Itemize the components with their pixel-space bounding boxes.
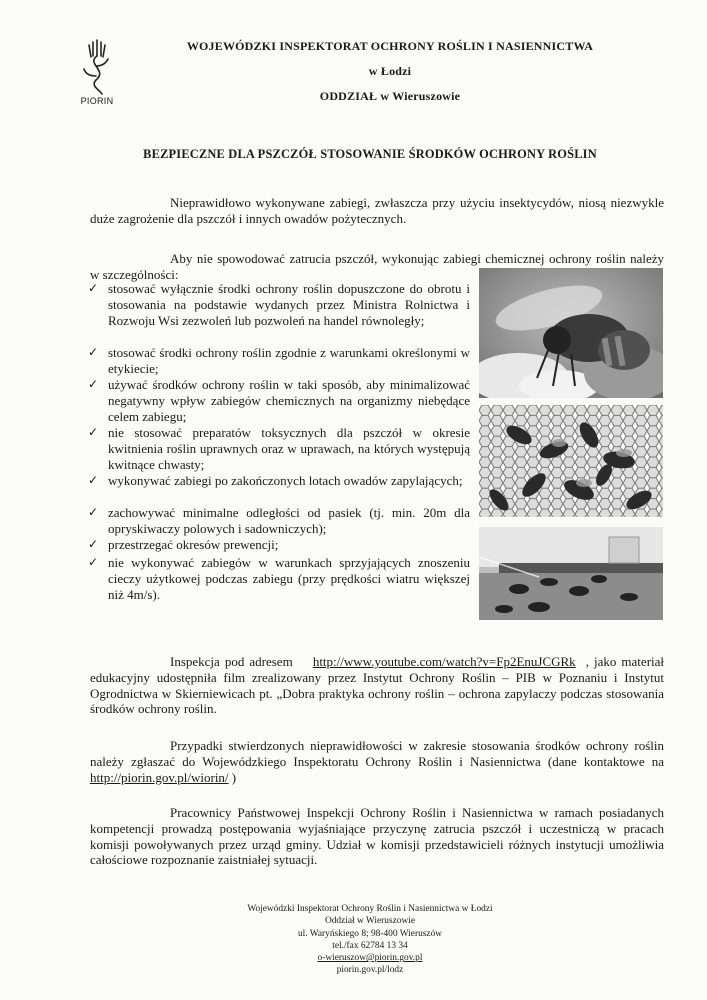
- youtube-link[interactable]: http://www.youtube.com/watch?v=Fp2EnuJCGRk: [312, 654, 576, 669]
- checkmark-icon: ✓: [88, 537, 99, 551]
- footer-contact: [180, 903, 560, 977]
- bullet-item: ✓ przestrzegać okresów prewencji;: [88, 537, 279, 552]
- logo-text: PIORIN: [80, 96, 114, 106]
- checkmark-icon: ✓: [88, 377, 99, 391]
- intro-paragraph: Nieprawidłowo wykonywane zabiegi, zwłaszcza przy użyciu insektycydów, niosą niezwykle duże zagrożenie dla pszczół i innych owadów pożytecznych.: [90, 195, 664, 226]
- bullet-item: ✓ stosować wyłącznie środki ochrony roślin dopuszczone do obrotu i stosowania na podstawie wydanych przez Ministra Rolnictwa i Rozwoju Wsi zezwoleń lub pozwoleń na handel równoległy;: [88, 281, 470, 328]
- report-paragraph: Przypadki stwierdzonych nieprawidłowości w zakresie stosowania środków ochrony roślin należy zgłaszać do Wojewódzkiego Inspektoratu Ochrony Roślin i Nasiennictwa (dane kontaktowe na http://piorin.gov.pl/wiorin/ ): [90, 738, 664, 785]
- wiorin-link[interactable]: http://piorin.gov.pl/wiorin/: [90, 769, 229, 785]
- footer-address: ul. Waryńskiego 8; 98-400 Wieruszów: [297, 928, 443, 939]
- checkmark-icon: ✓: [88, 281, 99, 295]
- inspection-paragraph: Inspekcja pod adresem http://www.youtube.com/watch?v=Fp2EnuJCGRk , jako materiał edukacyjny udostępniła film zrealizowany przez Instytut Ochrony Roślin – PIB w Poznaniu i Instytut Ogrodnictwa w Skierniewicach pt. „Dobra praktyka ochrony roślin – ochrona zapylaczy podczas stosowania środków ochrony roślin.: [90, 654, 665, 717]
- bullet-item: ✓ nie wykonywać zabiegów w warunkach sprzyjających znoszeniu cieczy użytkowej podczas zabiegu (przy prędkości wiatru większej niż 4m/s).: [88, 555, 470, 602]
- bee-on-flower-photo: [479, 268, 663, 398]
- checkmark-icon: ✓: [88, 473, 99, 487]
- footer-branch: Oddział w Wieruszowie: [324, 916, 416, 927]
- footer-phone: tel./fax 62784 13 34: [332, 940, 408, 951]
- header-branch: ODDZIAŁ w Wieruszowie: [319, 89, 461, 103]
- bullet-item: ✓ wykonywać zabiegi po zakończonych lotach owadów zapylających;: [88, 473, 463, 488]
- bullet-item: ✓ używać środków ochrony roślin w taki sposób, aby minimalizować negatywny wpływ zabiegów chemicznych na organizmy niebędące celem zabiegu;: [88, 377, 470, 424]
- footer-institution: Wojewódzki Inspektorat Ochrony Roślin i Nasiennictwa w Łodzi: [247, 904, 493, 914]
- wheat-icon: [72, 36, 122, 96]
- checkmark-icon: ✓: [88, 425, 99, 439]
- header-city: w Łodzi: [368, 64, 412, 78]
- staff-paragraph: Pracownicy Państwowej Inspekcji Ochrony Roślin i Nasiennictwa w ramach posiadanych kompetencji prowadzą postępowania wyjaśniające przyczynę zatrucia pszczół i uczestniczą w pracach komisji powoływanych przez urząd gminy. Udział w komisji przedstawicieli różnych instytucji umożliwia całościowe rozpoznanie zaistniałej sytuacji.: [90, 805, 664, 868]
- checkmark-icon: ✓: [88, 345, 99, 359]
- checkmark-icon: ✓: [88, 555, 99, 569]
- bullet-item: ✓ zachowywać minimalne odległości od pasiek (tj. min. 20m dla opryskiwaczy polowych i sadowniczych);: [88, 505, 470, 536]
- header-institution: WOJEWÓDZKI INSPEKTORAT OCHRONY ROŚLIN I NASIENNICTWA: [186, 39, 594, 53]
- checkmark-icon: ✓: [88, 505, 99, 519]
- hive-entrance-photo: [479, 527, 663, 620]
- bullet-item: ✓ stosować środki ochrony roślin zgodnie z warunkami określonymi w etykiecie;: [88, 345, 470, 376]
- bees-on-honeycomb-photo: [479, 405, 663, 517]
- piorin-logo: [72, 36, 122, 108]
- footer-email-link[interactable]: o-wieruszow@piorin.gov.pl: [317, 953, 423, 964]
- lead-paragraph: Aby nie spowodować zatrucia pszczół, wykonując zabiegi chemicznej ochrony roślin należy w szczególności:: [90, 251, 664, 282]
- document-title: BEZPIECZNE DLA PSZCZÓŁ STOSOWANIE ŚRODKÓW OCHRONY ROŚLIN: [143, 147, 597, 161]
- footer-website[interactable]: piorin.gov.pl/lodz: [336, 965, 404, 976]
- bullet-item: ✓ nie stosować preparatów toksycznych dla pszczół w okresie kwitnienia roślin uprawnych oraz w uprawach, na których występują kwitnące chwasty;: [88, 425, 470, 472]
